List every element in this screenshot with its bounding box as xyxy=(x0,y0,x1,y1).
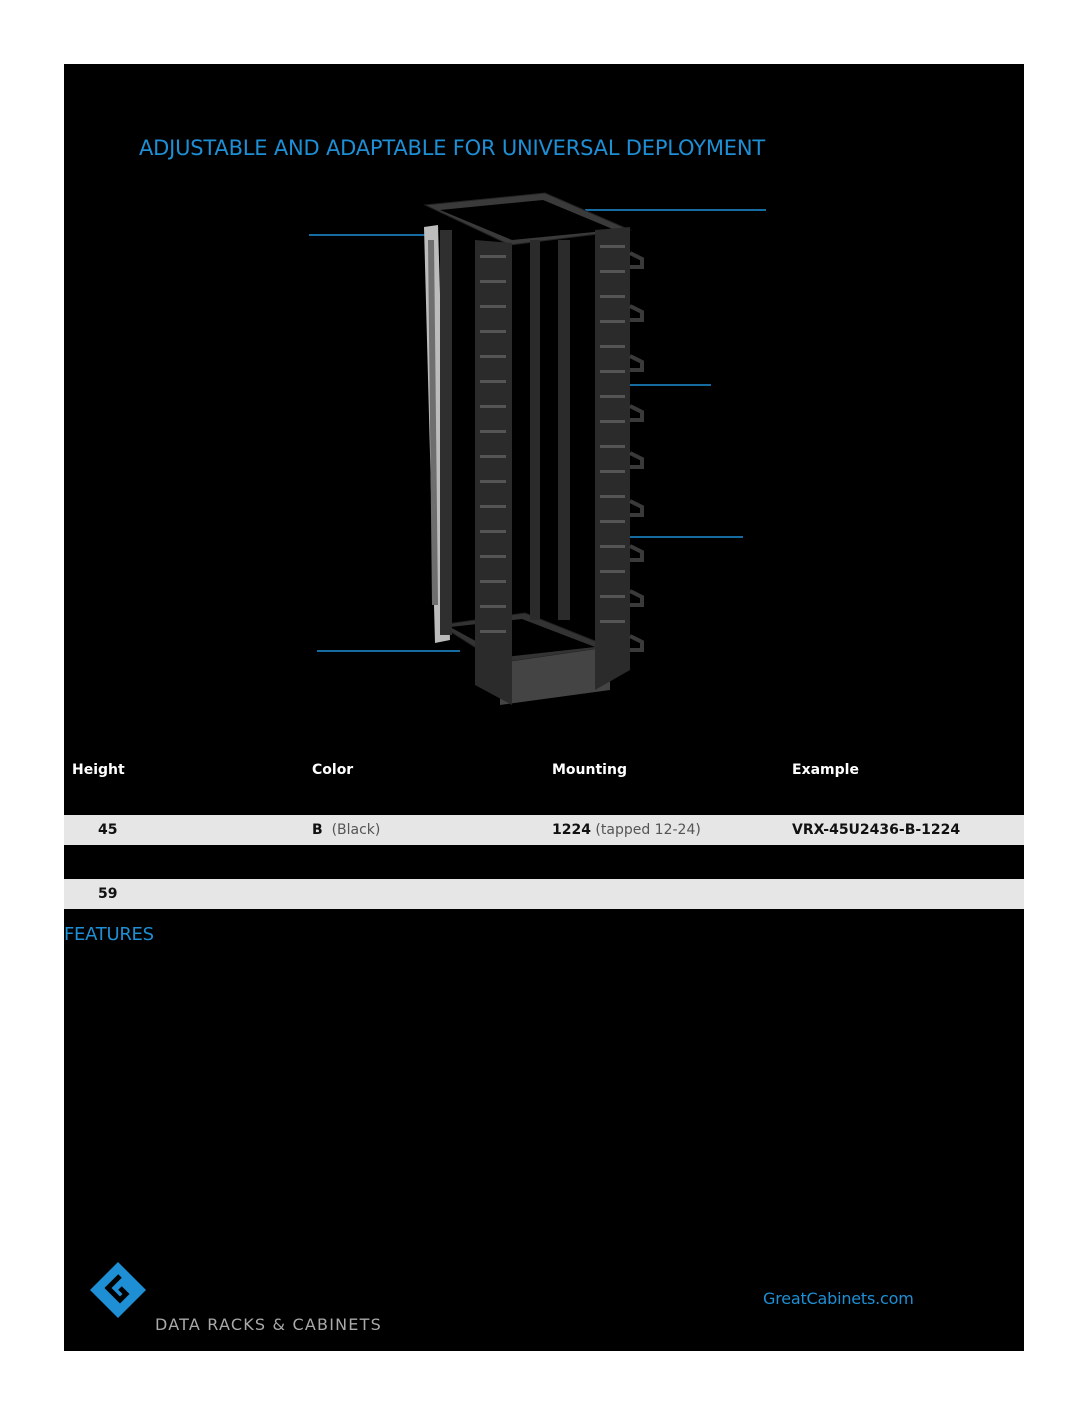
color-code: B xyxy=(312,822,323,838)
features-title: FEATURES xyxy=(64,924,154,945)
website-link[interactable]: GreatCabinets.com xyxy=(763,1289,914,1308)
header-mounting: Mounting xyxy=(552,762,627,778)
spec-table-header xyxy=(64,758,1024,782)
header-height: Height xyxy=(72,762,125,778)
height-value: 45 xyxy=(98,822,118,838)
rack-illustration xyxy=(300,185,780,720)
color-name: (Black) xyxy=(331,822,381,838)
mount-desc: (tapped 12-24) xyxy=(595,822,701,838)
height-value: 59 xyxy=(98,886,118,902)
brand-tagline: DATA RACKS & CABINETS xyxy=(155,1315,382,1334)
great-cabinets-logo-icon xyxy=(90,1262,146,1318)
headline: ADJUSTABLE AND ADAPTABLE FOR UNIVERSAL DEPLOYMENT xyxy=(139,136,765,160)
table-row xyxy=(64,815,1024,845)
table-row xyxy=(64,879,1024,909)
header-example: Example xyxy=(792,762,859,778)
mount-code: 1224 xyxy=(552,822,591,838)
example-part-number: VRX-45U2436-B-1224 xyxy=(792,822,961,838)
header-color: Color xyxy=(312,762,354,778)
